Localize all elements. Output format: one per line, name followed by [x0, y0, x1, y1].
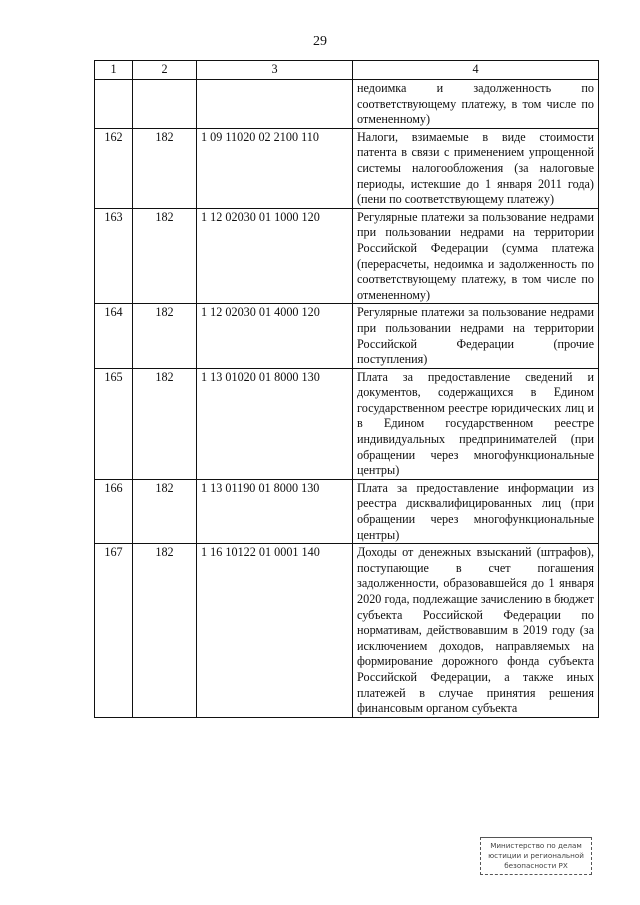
cell-admin [133, 80, 197, 129]
table-row [95, 208, 599, 304]
cell-description: Налоги, взимаемые в виде стоимости патента в связи с применением упрощенной системы налогообложения (за налоговые периоды, истекшие до 1 января 2011 года) (пени по соответствующему платежу) [353, 128, 599, 208]
header-col-2: 2 [133, 61, 197, 80]
cell-admin: 182 [133, 479, 197, 543]
table-row [95, 544, 599, 718]
cell-description: Плата за предоставление информации из реестра дисквалифицированных лиц (при обращении через многофункциональные центры) [353, 479, 599, 543]
table-row-continuation [95, 80, 599, 129]
revenue-codes-table [94, 60, 599, 718]
cell-code: 1 12 02030 01 4000 120 [197, 304, 353, 368]
header-col-1: 1 [95, 61, 133, 80]
cell-admin: 182 [133, 128, 197, 208]
table-row [95, 128, 599, 208]
cell-num: 167 [95, 544, 133, 718]
cell-description: Регулярные платежи за пользование недрами при пользовании недрами на территории Российской Федерации (прочие поступления) [353, 304, 599, 368]
stamp-line-2: юстиции и региональной [488, 851, 584, 860]
cell-num: 166 [95, 479, 133, 543]
cell-description: Плата за предоставление сведений и документов, содержащихся в Едином государственном реестре юридических лиц и в Едином государственном реестре индивидуальных предпринимателей (при обращении через многофункциональные центры) [353, 368, 599, 479]
cell-code: 1 13 01190 01 8000 130 [197, 479, 353, 543]
cell-num [95, 80, 133, 129]
cell-code: 1 16 10122 01 0001 140 [197, 544, 353, 718]
stamp-line-1: Министерство по делам [490, 841, 582, 850]
cell-admin: 182 [133, 368, 197, 479]
cell-code: 1 13 01020 01 8000 130 [197, 368, 353, 479]
stamp-line-3: безопасности РХ [504, 861, 568, 870]
table-row [95, 304, 599, 368]
cell-admin: 182 [133, 304, 197, 368]
header-col-4: 4 [353, 61, 599, 80]
cell-admin: 182 [133, 208, 197, 304]
header-col-3: 3 [197, 61, 353, 80]
table-row [95, 479, 599, 543]
cell-num: 165 [95, 368, 133, 479]
cell-code: 1 12 02030 01 1000 120 [197, 208, 353, 304]
table-row [95, 368, 599, 479]
registration-stamp [480, 837, 592, 875]
table-header-row [95, 61, 599, 80]
cell-num: 163 [95, 208, 133, 304]
cell-num: 162 [95, 128, 133, 208]
cell-description: Доходы от денежных взысканий (штрафов), поступающие в счет погашения задолженности, образовавшейся до 1 января 2020 года, подлежащие зачислению в бюджет субъекта Российской Федерации по нормативам, действовавшим в 2019 году (за исключением доходов, направляемых на формирование дорожного фонда субъекта Российской Федерации, а также иных платежей в случае принятия решения финансовым органом субъекта [353, 544, 599, 718]
cell-code [197, 80, 353, 129]
page-number: 29 [313, 34, 327, 49]
cell-admin: 182 [133, 544, 197, 718]
cell-description: Регулярные платежи за пользование недрами при пользовании недрами на территории Российской Федерации (сумма платежа (перерасчеты, недоимка и задолженность по соответствующему платежу, в том числе по отмененному) [353, 208, 599, 304]
cell-code: 1 09 11020 02 2100 110 [197, 128, 353, 208]
cell-num: 164 [95, 304, 133, 368]
cell-description: недоимка и задолженность по соответствующему платежу, в том числе по отмененному) [353, 80, 599, 129]
